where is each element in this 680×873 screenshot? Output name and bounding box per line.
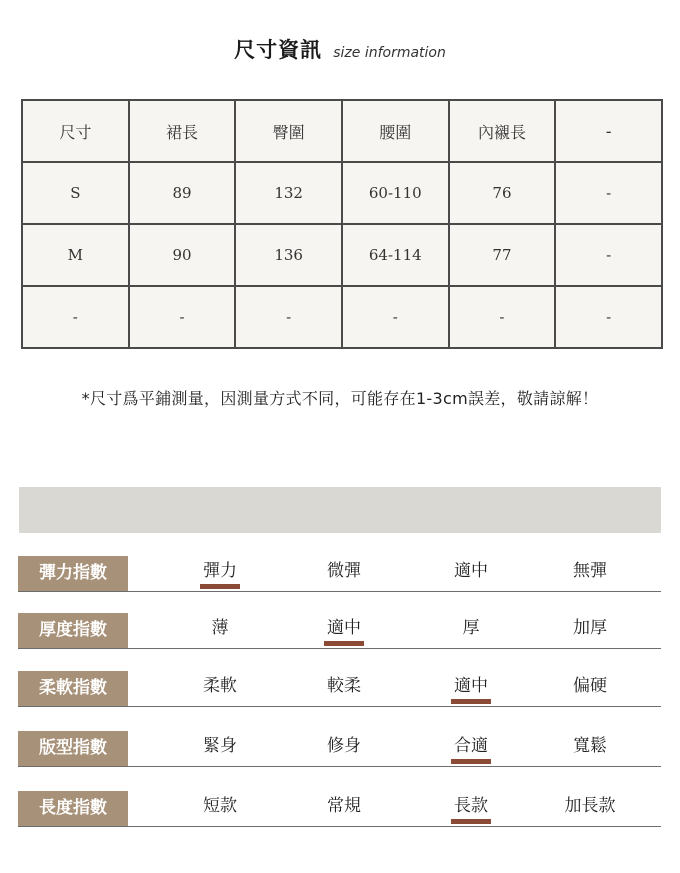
index-option [530, 795, 650, 817]
table-cell: - [129, 286, 236, 348]
header-cell: - [555, 100, 662, 162]
index-row-thickness [18, 613, 661, 649]
index-option [284, 617, 404, 646]
table-row [22, 162, 662, 224]
index-label: 長度指數 [18, 791, 128, 826]
table-row [22, 286, 662, 348]
index-option [160, 675, 280, 697]
index-option-text: 修身 [327, 736, 361, 756]
index-option-text: 無彈 [573, 561, 607, 581]
index-option-text: 柔軟 [203, 676, 237, 696]
index-option [530, 675, 650, 697]
index-option [284, 675, 404, 697]
index-option-text: 緊身 [203, 736, 237, 756]
table-cell: 77 [449, 224, 556, 286]
index-label: 柔軟指數 [18, 671, 128, 706]
index-option [530, 560, 650, 582]
table-cell: 60-110 [342, 162, 449, 224]
header-cell: 尺寸 [22, 100, 129, 162]
size-table [21, 99, 663, 349]
divider-band [19, 487, 661, 533]
table-cell: - [555, 224, 662, 286]
index-row-length [18, 791, 661, 827]
measurement-note: *尺寸爲平鋪測量，因測量方式不同，可能存在1-3cm誤差，敬請諒解！ [81, 389, 599, 408]
row-rule [18, 648, 661, 649]
index-option-text: 適中 [454, 676, 488, 696]
header-cell: 臀圍 [235, 100, 342, 162]
index-option-text: 厚 [462, 618, 480, 638]
index-option-text: 彈力 [203, 561, 237, 581]
header-cell: 腰圍 [342, 100, 449, 162]
table-cell: - [449, 286, 556, 348]
index-option-text: 加長款 [564, 796, 616, 816]
index-label: 版型指數 [18, 731, 128, 766]
row-rule [18, 591, 661, 592]
index-row-softness [18, 671, 661, 707]
table-cell: 132 [235, 162, 342, 224]
index-option-text: 微彈 [327, 561, 361, 581]
selected-marker [451, 699, 491, 704]
index-label: 彈力指數 [18, 556, 128, 591]
table-cell: 76 [449, 162, 556, 224]
table-header-row [22, 100, 662, 162]
index-label: 厚度指數 [18, 613, 128, 648]
table-cell: S [22, 162, 129, 224]
selected-marker [451, 819, 491, 824]
header-cell: 裙長 [129, 100, 236, 162]
index-option-text: 薄 [211, 618, 229, 638]
index-option-text: 適中 [454, 561, 488, 581]
table-row [22, 224, 662, 286]
index-option [530, 617, 650, 639]
index-option [411, 735, 531, 764]
selected-marker [200, 584, 240, 589]
index-option [160, 560, 280, 589]
index-option-text: 適中 [327, 618, 361, 638]
table-cell: - [555, 162, 662, 224]
index-option-text: 長款 [454, 796, 488, 816]
index-option-text: 較柔 [327, 676, 361, 696]
index-option [530, 735, 650, 757]
index-option [411, 795, 531, 824]
index-option-text: 短款 [203, 796, 237, 816]
row-rule [18, 826, 661, 827]
table-cell: - [555, 286, 662, 348]
page-title [0, 34, 680, 64]
table-cell: - [22, 286, 129, 348]
index-option [411, 560, 531, 582]
index-option [160, 617, 280, 639]
table-cell: - [235, 286, 342, 348]
index-option [284, 560, 404, 582]
title-zh: 尺寸資訊 [234, 38, 323, 62]
index-option [160, 735, 280, 757]
table-cell: - [342, 286, 449, 348]
title-en: size information [333, 45, 446, 61]
index-option-text: 寬鬆 [573, 736, 607, 756]
index-option [160, 795, 280, 817]
header-cell: 內襯長 [449, 100, 556, 162]
index-option [284, 735, 404, 757]
index-option-text: 合適 [454, 736, 488, 756]
index-option [284, 795, 404, 817]
index-option [411, 675, 531, 704]
index-row-elasticity [18, 556, 661, 592]
selected-marker [451, 759, 491, 764]
index-row-fit [18, 731, 661, 767]
table-cell: 89 [129, 162, 236, 224]
table-cell: 136 [235, 224, 342, 286]
index-option-text: 加厚 [573, 618, 607, 638]
row-rule [18, 706, 661, 707]
table-cell: M [22, 224, 129, 286]
table-cell: 64-114 [342, 224, 449, 286]
selected-marker [324, 641, 364, 646]
table-cell: 90 [129, 224, 236, 286]
index-option-text: 常規 [327, 796, 361, 816]
index-option-text: 偏硬 [573, 676, 607, 696]
row-rule [18, 766, 661, 767]
index-option [411, 617, 531, 639]
